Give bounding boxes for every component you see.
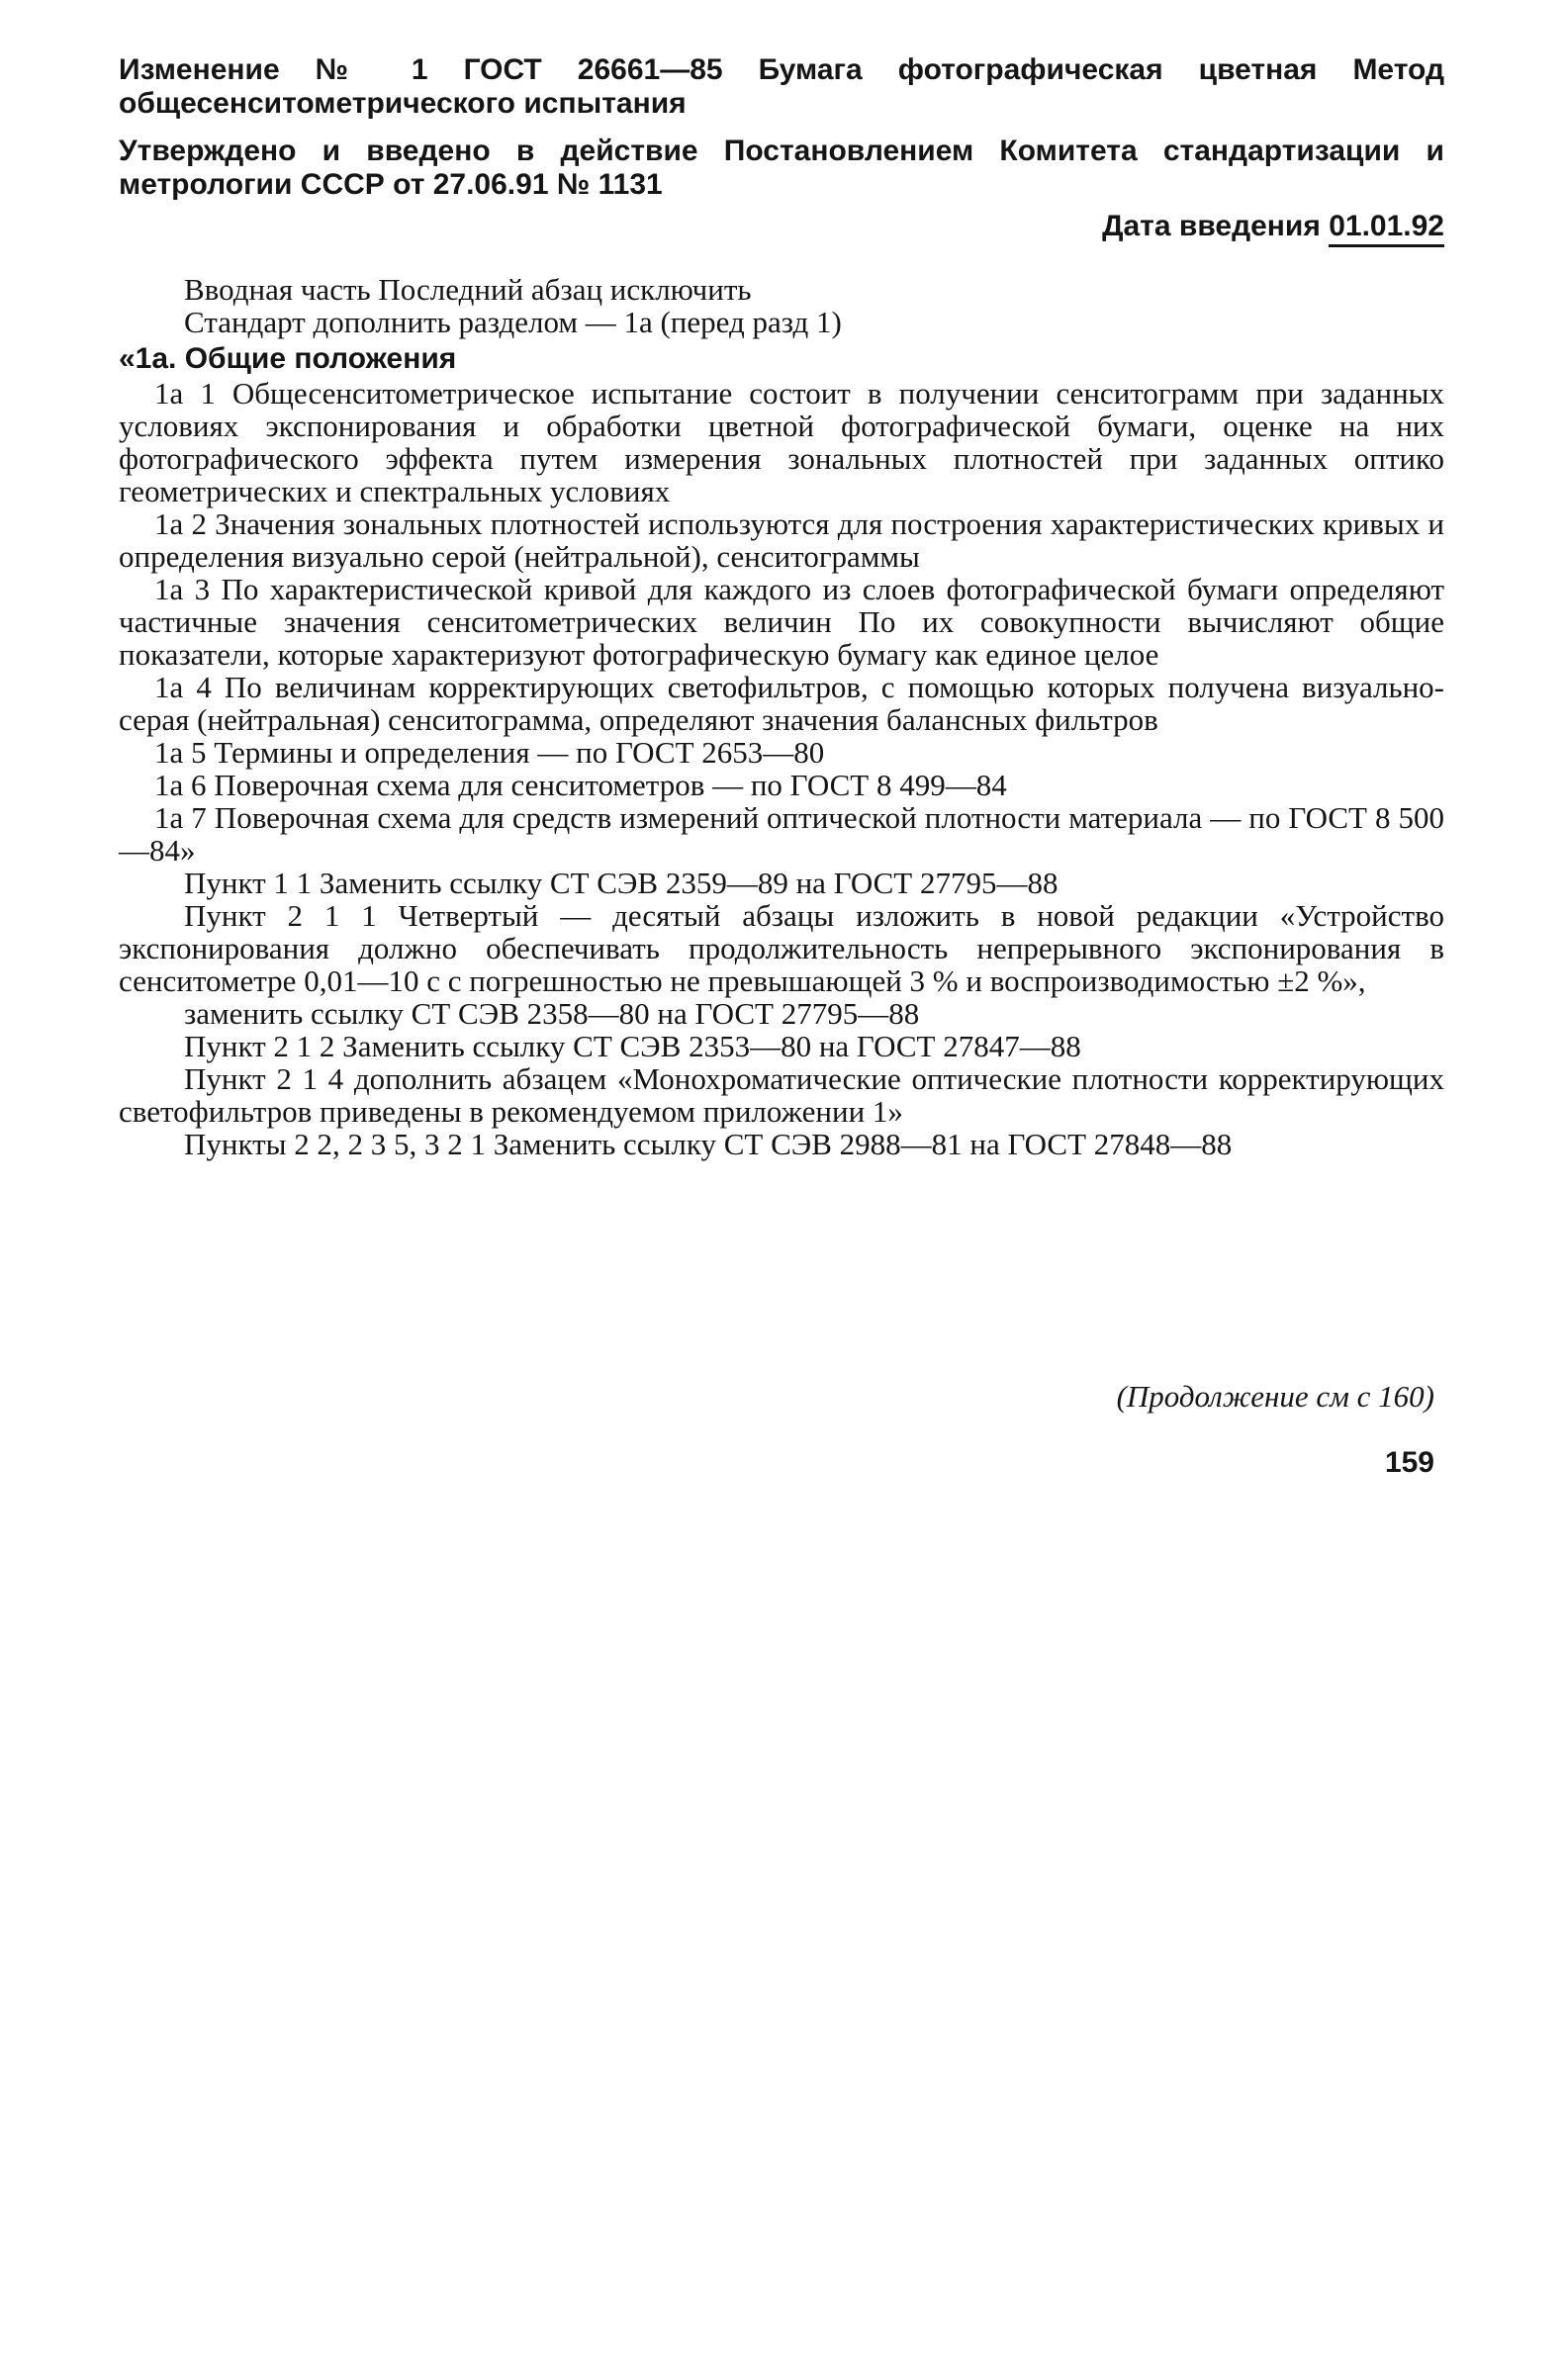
intro-paragraph: Стандарт дополнить разделом — 1а (перед разд 1) bbox=[184, 305, 842, 339]
amendment-paragraph: Пункт 2 1 4 дополнить абзацем «Монохроматические оптические плотности корректирующих светофильтров приведены в рекомендуемом приложении 1» bbox=[119, 1061, 1444, 1129]
document-title: Изменение № 1 ГОСТ 26661—85 Бумага фотографическая цветная Метод общесенситометрического испытания bbox=[119, 53, 1444, 120]
effective-date bbox=[119, 210, 1444, 243]
continuation-note: (Продолжение см с 160) bbox=[1116, 1379, 1434, 1414]
clause-paragraph: 1а 1 Общесенситометрическое испытание состоит в получении сенситограмм при заданных условиях экспонирования и обработки цветной фотографической бумаги, оценке на них фотографического эффекта путем измерения зональных плотностей при заданных оптико геометрических и спектральных условиях bbox=[119, 376, 1444, 508]
clause-paragraph: 1а 7 Поверочная схема для средств измерений оптической плотности материала — по ГОСТ 8 500—84» bbox=[119, 800, 1444, 868]
amendment-paragraph: заменить ссылку СТ СЭВ 2358—80 на ГОСТ 27795—88 bbox=[184, 996, 920, 1031]
approval-statement: Утверждено и введено в действие Постановлением Комитета стандартизации и метрологии СССР от 27.06.91 № 1131 bbox=[119, 135, 1444, 201]
section-heading: «1а. Общие положения bbox=[119, 342, 457, 375]
page-number: 159 bbox=[1384, 1446, 1434, 1479]
intro-paragraph: Вводная часть Последний абзац исключить bbox=[184, 272, 752, 307]
clause-paragraph: 1а 2 Значения зональных плотностей используются для построения характеристических кривых и определения визуально серой (нейтральной), сенситограммы bbox=[119, 506, 1444, 574]
effective-date-value: 01.01.92 bbox=[1329, 210, 1444, 247]
amendment-paragraph: Пункт 2 1 1 Четвертый — десятый абзацы изложить в новой редакции «Устройство экспонирования должно обеспечивать продолжительность непрерывного экспонирования в сенситометре 0,01—10 с с погрешностью не превышающей 3 % и воспроизводимостью ±2 %», bbox=[119, 898, 1444, 998]
clause-paragraph: 1а 6 Поверочная схема для сенситометров — по ГОСТ 8 499—84 bbox=[154, 768, 1007, 802]
effective-date-label: Дата введения bbox=[1102, 210, 1321, 242]
clause-paragraph: 1а 3 По характеристической кривой для каждого из слоев фотографической бумаги определяют частичные значения сенситометрических величин По их совокупности вычисляют общие показатели, которые характеризуют фотографическую бумагу как единое целое bbox=[119, 572, 1444, 672]
document-body bbox=[119, 273, 1444, 1160]
amendment-paragraph: Пункты 2 2, 2 3 5, 3 2 1 Заменить ссылку СТ СЭВ 2988—81 на ГОСТ 27848—88 bbox=[184, 1127, 1233, 1161]
clause-paragraph: 1а 4 По величинам корректирующих светофильтров, с помощью которых получена визуально-серая (нейтральная) сенситограмма, определяют значения балансных фильтров bbox=[119, 670, 1444, 737]
amendment-paragraph: Пункт 1 1 Заменить ссылку СТ СЭВ 2359—89 на ГОСТ 27795—88 bbox=[184, 866, 1059, 900]
amendment-paragraph: Пункт 2 1 2 Заменить ссылку СТ СЭВ 2353—80 на ГОСТ 27847—88 bbox=[184, 1029, 1081, 1063]
clause-paragraph: 1а 5 Термины и определения — по ГОСТ 2653—80 bbox=[154, 735, 825, 770]
